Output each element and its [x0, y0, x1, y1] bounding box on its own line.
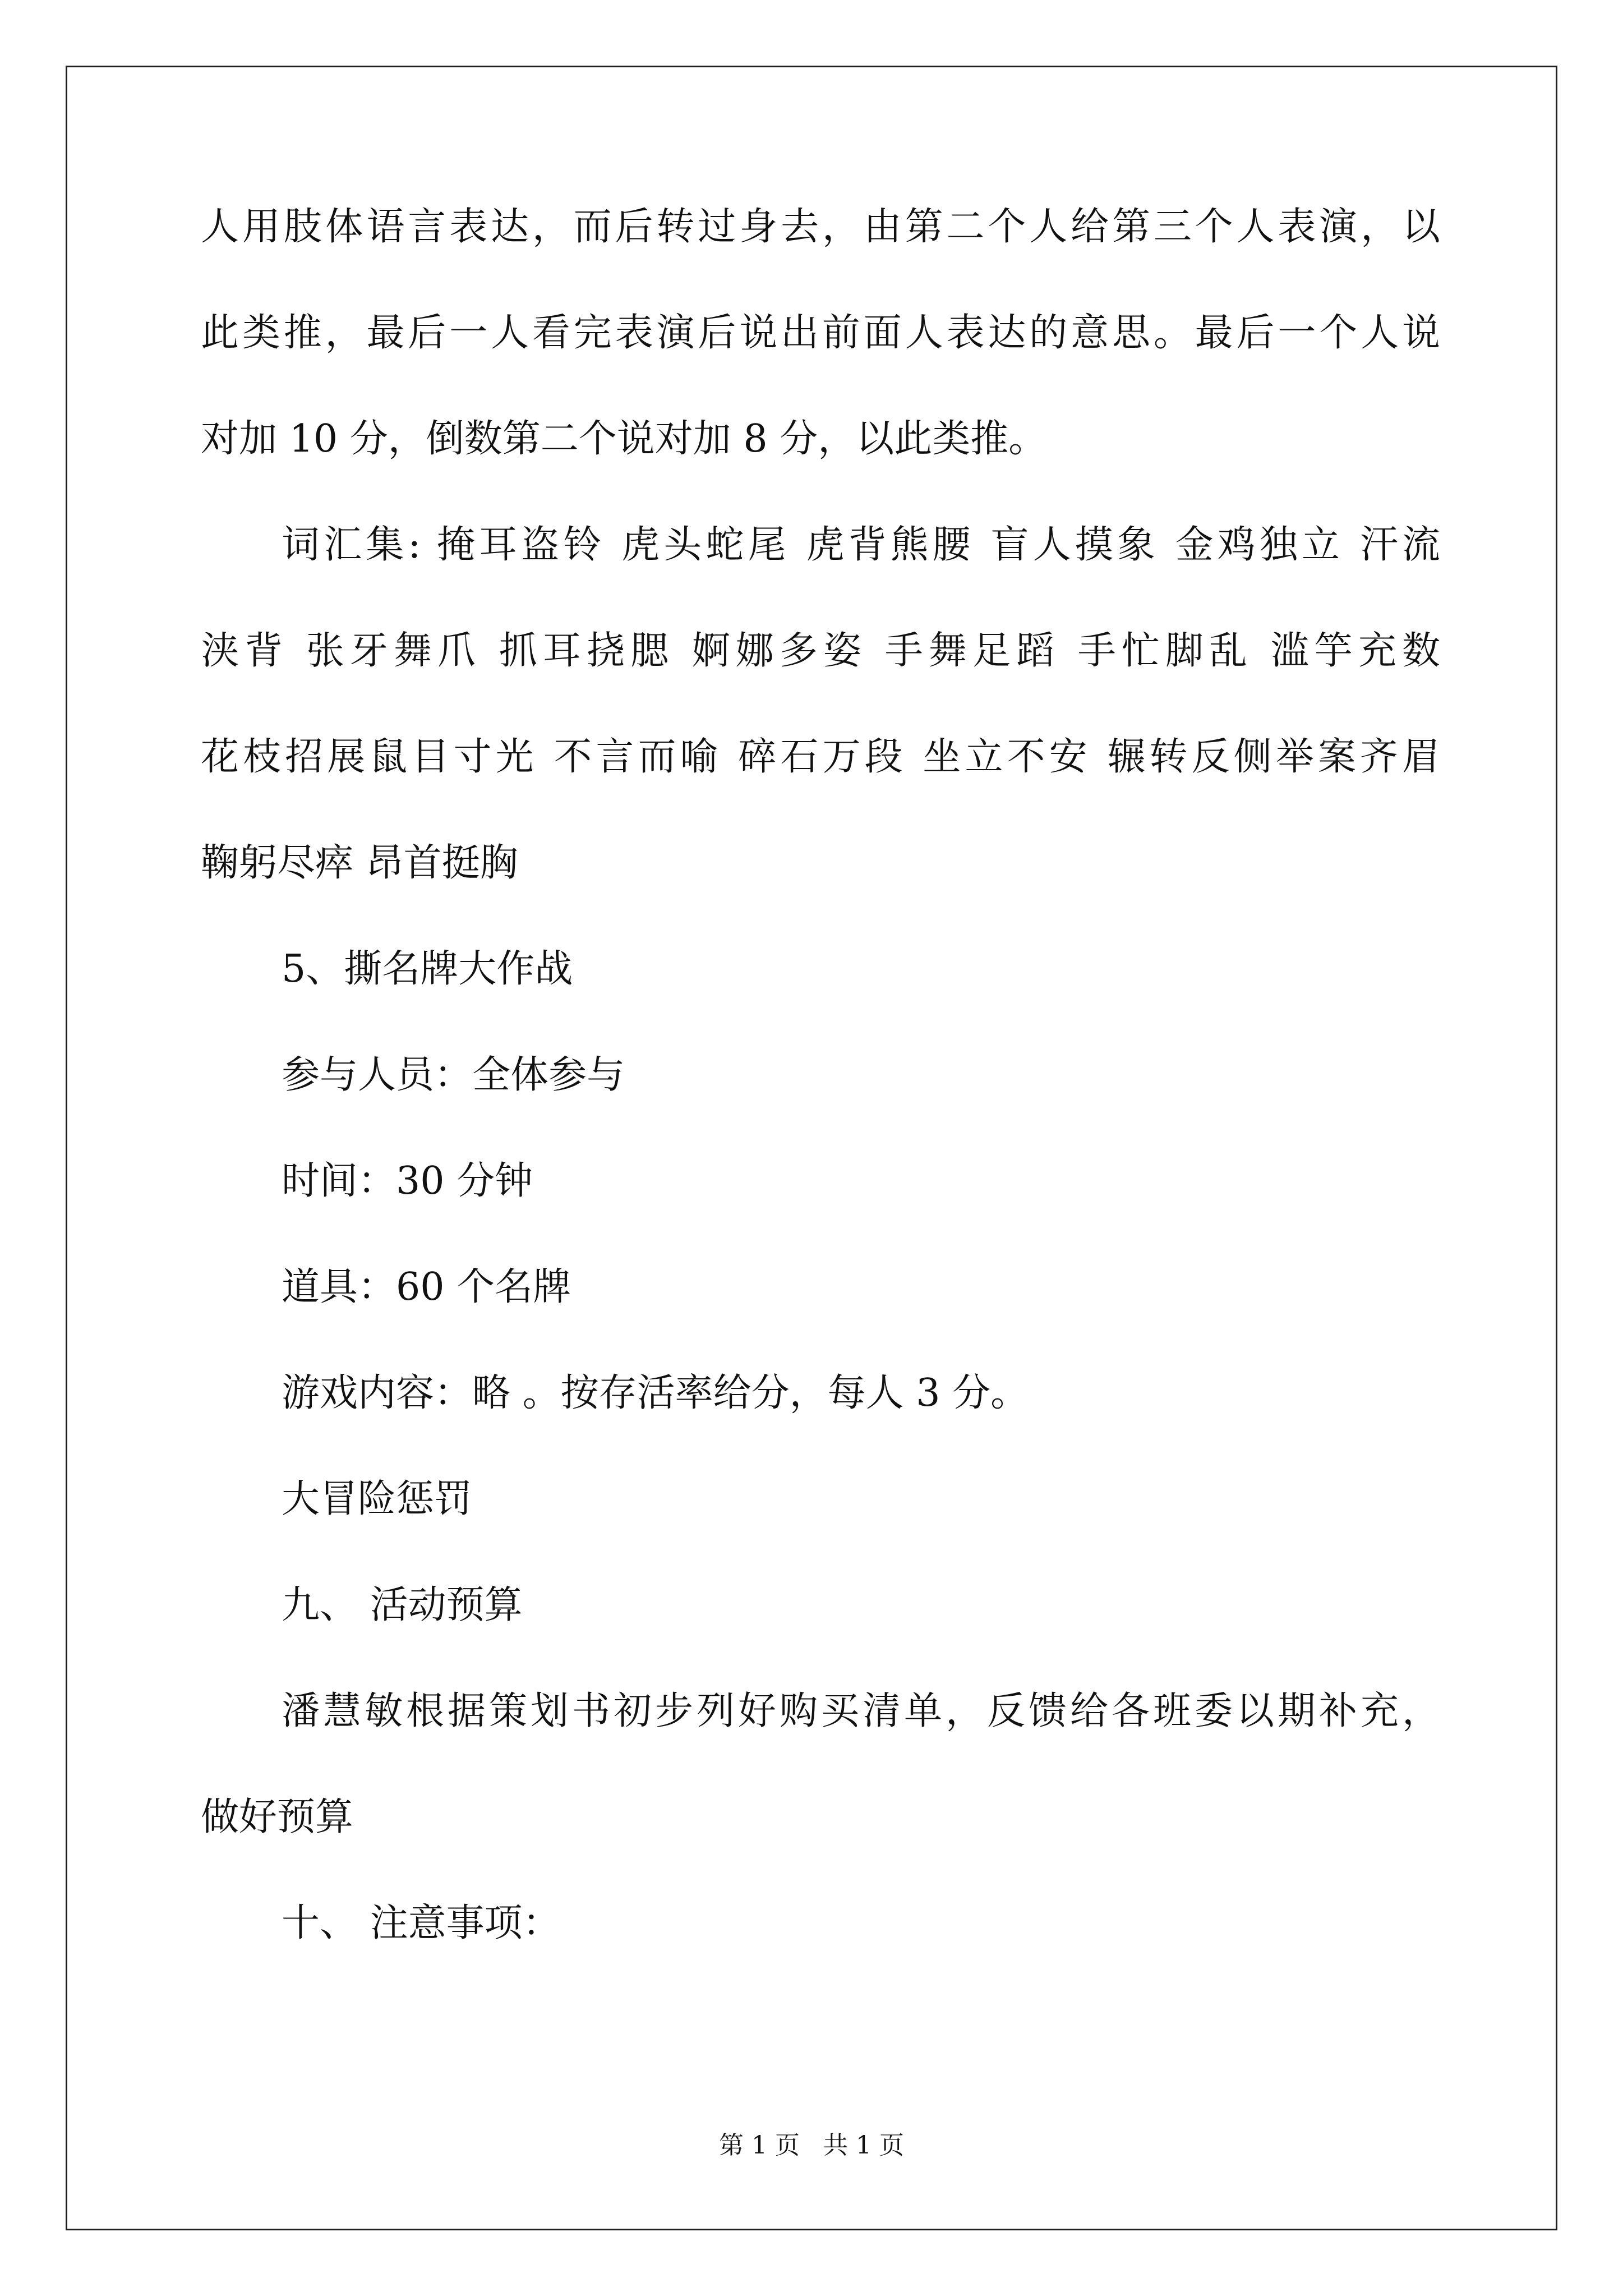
body-line-1: 人用肢体语言表达，而后转过身去，由第二个人给第三个人表演，以	[201, 205, 1440, 249]
vocabulary-line-2: 浃背 张牙舞爪 抓耳挠腮 婀娜多姿 手舞足蹈 手忙脚乱 滥竽充数	[201, 629, 1440, 673]
vocabulary-line-4: 鞠躬尽瘁 昂首挺胸	[201, 841, 518, 885]
game-content-line: 游戏内容：略 。按存活率给分，每人 3 分。	[282, 1371, 1029, 1415]
page-footer: 第 1 页 共 1 页	[719, 2131, 904, 2160]
participants-line: 参与人员：全体参与	[282, 1053, 625, 1097]
budget-line-2: 做好预算	[201, 1795, 354, 1839]
section-heading-budget: 九、 活动预算	[282, 1583, 523, 1627]
vocabulary-line-1: 词汇集: 掩耳盗铃 虎头蛇尾 虎背熊腰 盲人摸象 金鸡独立 汗流	[282, 523, 1440, 567]
penalty-line: 大冒险惩罚	[282, 1477, 473, 1521]
body-line-2: 此类推，最后一人看完表演后说出前面人表达的意思。最后一个人说	[201, 311, 1440, 355]
vocabulary-line-3: 花枝招展鼠目寸光 不言而喻 碎石万段 坐立不安 辗转反侧举案齐眉	[201, 735, 1440, 779]
section-heading-notes: 十、 注意事项：	[282, 1901, 561, 1945]
body-line-3: 对加 10 分，倒数第二个说对加 8 分，以此类推。	[201, 417, 1047, 461]
props-line: 道具：60 个名牌	[282, 1265, 571, 1309]
time-line: 时间：30 分钟	[282, 1159, 533, 1203]
section-heading-name-tag-battle: 5、撕名牌大作战	[282, 947, 573, 991]
budget-line-1: 潘慧敏根据策划书初步列好购买清单，反馈给各班委以期补充，	[282, 1689, 1440, 1733]
